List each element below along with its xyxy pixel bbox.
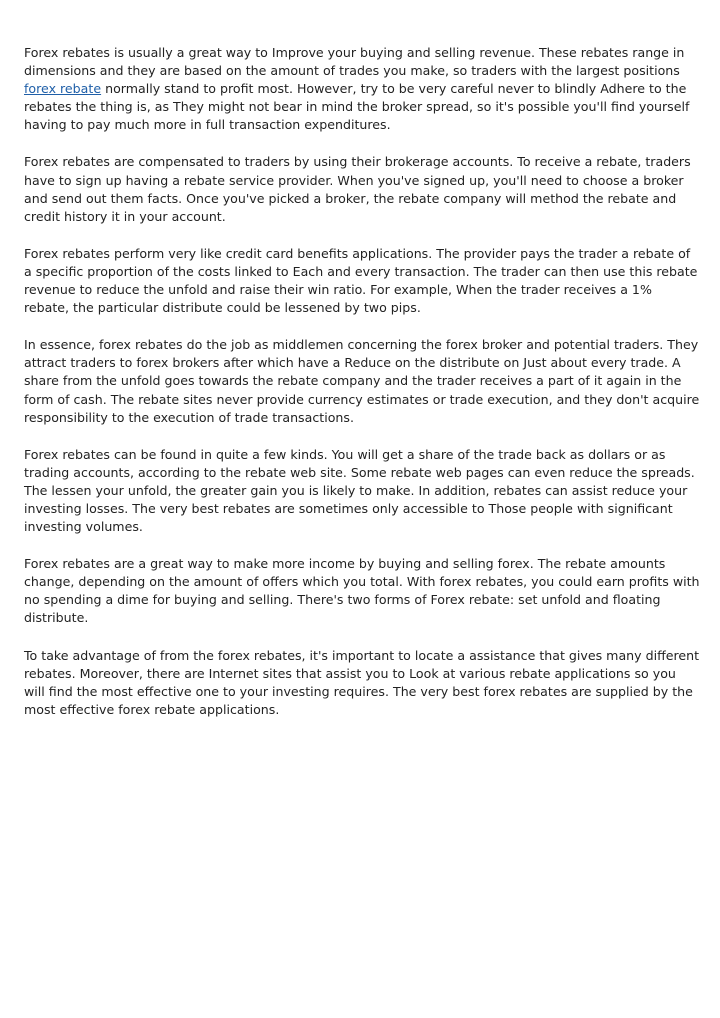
paragraph-1 [24,44,700,134]
paragraph-2: Forex rebates are compensated to traders by using their brokerage accounts. To receive a rebate, traders have to sign up having a rebate service provider. When you've signed up, you'll need to choose a broker and send out them facts. Once you've picked a broker, the rebate company will method the rebate and credit history it in your account. [24,154,691,224]
paragraph-7: To take advantage of from the forex rebates, it's important to locate a assistance that gives many different rebates. Moreover, there are Internet sites that assist you to Look at various rebate applications so you will find the most effective one to your investing requires. The very best forex rebates are supplied by the most effective forex rebate applications. [24,647,700,717]
paragraph-5: Forex rebates can be found in quite a few kinds. You will get a share of the trade back as dollars or as trading accounts, according to the rebate web site. Some rebate web pages can even reduce the spreads. The lessen your unfold, the greater gain you is likely to make. In addition, rebates can assist reduce your investing losses. The very best rebates are sometimes only accessible to Those people with significant investing volumes. [24,446,695,535]
paragraph-1-text-end: normally stand to profit most. However, try to be very careful never to blindly Adhere to the rebates the thing is, as They might not bear in mind the broker spread, so it's possible you'll find yourself having to pay much more in full transaction expenditures. [24,81,690,133]
paragraph-4: In essence, forex rebates do the job as middlemen concerning the forex broker and potential traders. They attract traders to forex brokers after which have a Reduce on the distribute on Just about every trade. A share from the unfold goes towards the rebate company and the trader receives a part of it again in the form of cash. The rebate sites never provide currency estimates or trade execution, and they don't acquire responsibility to the execution of trade transactions. [24,337,700,425]
forex-rebate-link[interactable]: forex rebate [24,81,102,97]
article-body [24,44,700,738]
paragraph-1-text-start: Forex rebates is usually a great way to Improve your buying and selling revenue. These rebates range in dimensions and they are based on the amount of trades you make, so traders with the largest positions [24,45,685,79]
paragraph-6: Forex rebates are a great way to make more income by buying and selling forex. The rebate amounts change, depending on the amount of offers which you total. With forex rebates, you could earn profits with no spending a dime for buying and selling. There's two forms of Forex rebate: set unfold and floating distribute. [24,556,700,626]
paragraph-3: Forex rebates perform very like credit card benefits applications. The provider pays the trader a rebate of a specific proportion of the costs linked to Each and every transaction. The trader can then use this rebate revenue to reduce the unfold and raise their win ratio. For example, When the trader receives a 1% rebate, the particular distribute could be lessened by two pips. [24,245,698,316]
